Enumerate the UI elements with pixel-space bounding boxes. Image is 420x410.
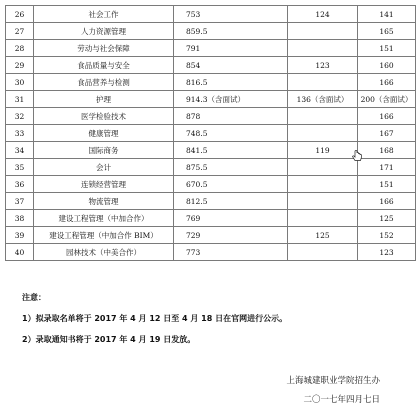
score-col-3: 151: [358, 40, 416, 57]
row-number: 37: [6, 193, 34, 210]
major-name: 医学检验技术: [34, 108, 174, 125]
score-col-1: 748.5: [174, 125, 288, 142]
row-number: 31: [6, 91, 34, 108]
note-item-1: 1）拟录取名单将于 2017 年 4 月 12 日至 4 月 18 日在官网进行公示。: [22, 314, 288, 323]
major-name: 健康管理: [34, 125, 174, 142]
score-col-1: 875.5: [174, 159, 288, 176]
score-col-2: 123: [288, 57, 358, 74]
table-row: [6, 108, 416, 125]
major-name: 物流管理: [34, 193, 174, 210]
row-number: 28: [6, 40, 34, 57]
row-number: 33: [6, 125, 34, 142]
score-col-3: 151: [358, 176, 416, 193]
major-name: 建设工程管理（中加合作 BIM）: [34, 227, 174, 244]
table-row: [6, 40, 416, 57]
score-col-2: 125: [288, 227, 358, 244]
major-name: 建设工程管理（中加合作）: [34, 210, 174, 227]
score-col-3: 168: [358, 142, 416, 159]
major-name: 护理: [34, 91, 174, 108]
score-col-1: 878: [174, 108, 288, 125]
signature-date: 二〇一七年四月七日: [303, 395, 380, 405]
score-col-2: 124: [288, 6, 358, 23]
row-number: 38: [6, 210, 34, 227]
score-col-3: 165: [358, 23, 416, 40]
row-number: 30: [6, 74, 34, 91]
score-col-3: 123: [358, 244, 416, 261]
major-name: 劳动与社会保障: [34, 40, 174, 57]
score-col-1: 753: [174, 6, 288, 23]
score-col-1: 914.3（含面试）: [174, 91, 288, 108]
score-col-3: 166: [358, 74, 416, 91]
score-col-1: 769: [174, 210, 288, 227]
score-col-2: 119: [288, 142, 358, 159]
major-name: 国际商务: [34, 142, 174, 159]
notes-section: [22, 292, 287, 355]
score-col-2: [288, 244, 358, 261]
row-number: 40: [6, 244, 34, 261]
table-row: [6, 193, 416, 210]
score-col-1: 773: [174, 244, 288, 261]
score-col-3: 171: [358, 159, 416, 176]
table-row: [6, 244, 416, 261]
score-col-2: [288, 210, 358, 227]
admission-score-table: [5, 5, 416, 261]
row-number: 35: [6, 159, 34, 176]
hand-cursor-icon: [351, 150, 363, 162]
score-col-2: [288, 74, 358, 91]
score-col-2: [288, 159, 358, 176]
table-row: [6, 125, 416, 142]
score-col-3: 166: [358, 193, 416, 210]
table-row: [6, 176, 416, 193]
score-col-1: 670.5: [174, 176, 288, 193]
score-col-1: 859.5: [174, 23, 288, 40]
score-col-2: [288, 108, 358, 125]
major-name: 社会工作: [34, 6, 174, 23]
notes-heading: 注意：: [22, 293, 46, 302]
score-col-3: 200（含面试）: [358, 91, 416, 108]
row-number: 39: [6, 227, 34, 244]
signature-org: 上海城建职业学院招生办: [286, 376, 380, 386]
table-row: [6, 23, 416, 40]
score-col-2: [288, 23, 358, 40]
table-body: [6, 6, 416, 261]
score-col-1: 816.5: [174, 74, 288, 91]
major-name: 会计: [34, 159, 174, 176]
row-number: 29: [6, 57, 34, 74]
score-col-2: [288, 125, 358, 142]
major-name: 园林技术（中美合作）: [34, 244, 174, 261]
table-row: [6, 74, 416, 91]
score-col-3: 141: [358, 6, 416, 23]
major-name: 食品质量与安全: [34, 57, 174, 74]
major-name: 人力资源管理: [34, 23, 174, 40]
score-col-1: 854: [174, 57, 288, 74]
major-name: 连锁经营管理: [34, 176, 174, 193]
major-name: 食品营养与检测: [34, 74, 174, 91]
score-col-2: [288, 40, 358, 57]
row-number: 32: [6, 108, 34, 125]
score-col-3: 125: [358, 210, 416, 227]
row-number: 26: [6, 6, 34, 23]
score-col-3: 152: [358, 227, 416, 244]
table-row: [6, 227, 416, 244]
score-col-3: 166: [358, 108, 416, 125]
score-col-1: 841.5: [174, 142, 288, 159]
table-row: [6, 6, 416, 23]
score-col-2: [288, 176, 358, 193]
score-col-2: 136（含面试）: [288, 91, 358, 108]
signature-block: [286, 372, 380, 410]
table-row: [6, 57, 416, 74]
score-col-3: 160: [358, 57, 416, 74]
row-number: 27: [6, 23, 34, 40]
table-row: [6, 210, 416, 227]
table-row: [6, 91, 416, 108]
score-col-1: 791: [174, 40, 288, 57]
score-col-2: [288, 193, 358, 210]
note-item-2: 2）录取通知书将于 2017 年 4 月 19 日发放。: [22, 335, 196, 344]
row-number: 34: [6, 142, 34, 159]
score-col-1: 812.5: [174, 193, 288, 210]
row-number: 36: [6, 176, 34, 193]
score-col-1: 729: [174, 227, 288, 244]
score-col-3: 167: [358, 125, 416, 142]
